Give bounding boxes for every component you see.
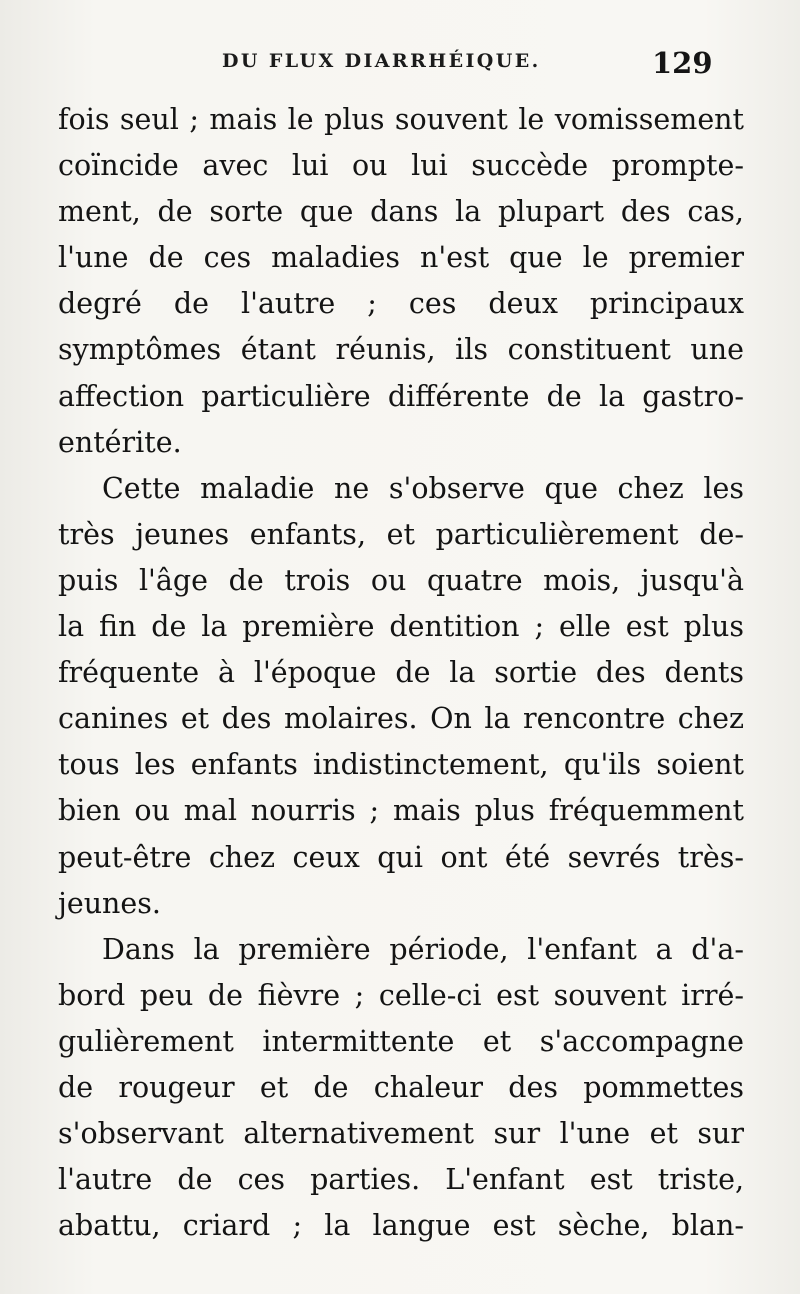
- text-line: peut-être chez ceux qui ont été sevrés très-: [58, 840, 744, 874]
- text-line: coïncide avec lui ou lui succède prompte-: [58, 149, 744, 183]
- text-line: canines et des molaires. On la rencontre chez: [58, 702, 744, 736]
- text-line: ment, de sorte que dans la plupart des cas,: [58, 195, 744, 229]
- text-line: jeunes.: [58, 886, 161, 920]
- text-line: l'une de ces maladies n'est que le premier: [58, 241, 744, 275]
- text-line: symptômes étant réunis, ils constituent une: [58, 333, 744, 367]
- running-title: DU FLUX DIARRHÉIQUE.: [222, 50, 541, 72]
- text-line: degré de l'autre ; ces deux principaux: [58, 287, 744, 321]
- text-line: s'observant alternativement sur l'une et sur: [58, 1117, 744, 1151]
- text-line: Cette maladie ne s'observe que chez les: [102, 471, 744, 505]
- text-line: la fin de la première dentition ; elle est plus: [58, 610, 744, 644]
- text-line: Dans la première période, l'enfant a d'a-: [102, 932, 744, 966]
- text-line: bien ou mal nourris ; mais plus fréquemment: [58, 794, 744, 828]
- text-line: bord peu de fièvre ; celle-ci est souvent irré-: [58, 978, 744, 1012]
- text-line: fréquente à l'époque de la sortie des dents: [58, 656, 744, 690]
- text-line: affection particulière différente de la gastro-: [58, 379, 744, 413]
- text-line: entérite.: [58, 425, 182, 459]
- text-line: très jeunes enfants, et particulièrement de-: [58, 517, 744, 551]
- paragraph-1: [58, 97, 744, 466]
- text-line: gulièrement intermittente et s'accompagne: [58, 1024, 744, 1058]
- paragraph-2: [58, 466, 744, 927]
- text-line: abattu, criard ; la langue est sèche, blan-: [58, 1209, 744, 1243]
- text-line: fois seul ; mais le plus souvent le vomissement: [58, 103, 744, 136]
- paragraph-3: [58, 927, 744, 1250]
- text-line: de rougeur et de chaleur des pommettes: [58, 1070, 744, 1104]
- body-text: [58, 97, 744, 1249]
- text-line: l'autre de ces parties. L'enfant est triste,: [58, 1163, 744, 1197]
- text-line: puis l'âge de trois ou quatre mois, jusqu'à: [58, 563, 744, 597]
- running-head: [0, 44, 800, 84]
- page-number: 129: [652, 46, 713, 80]
- text-line: tous les enfants indistinctement, qu'ils soient: [58, 748, 744, 782]
